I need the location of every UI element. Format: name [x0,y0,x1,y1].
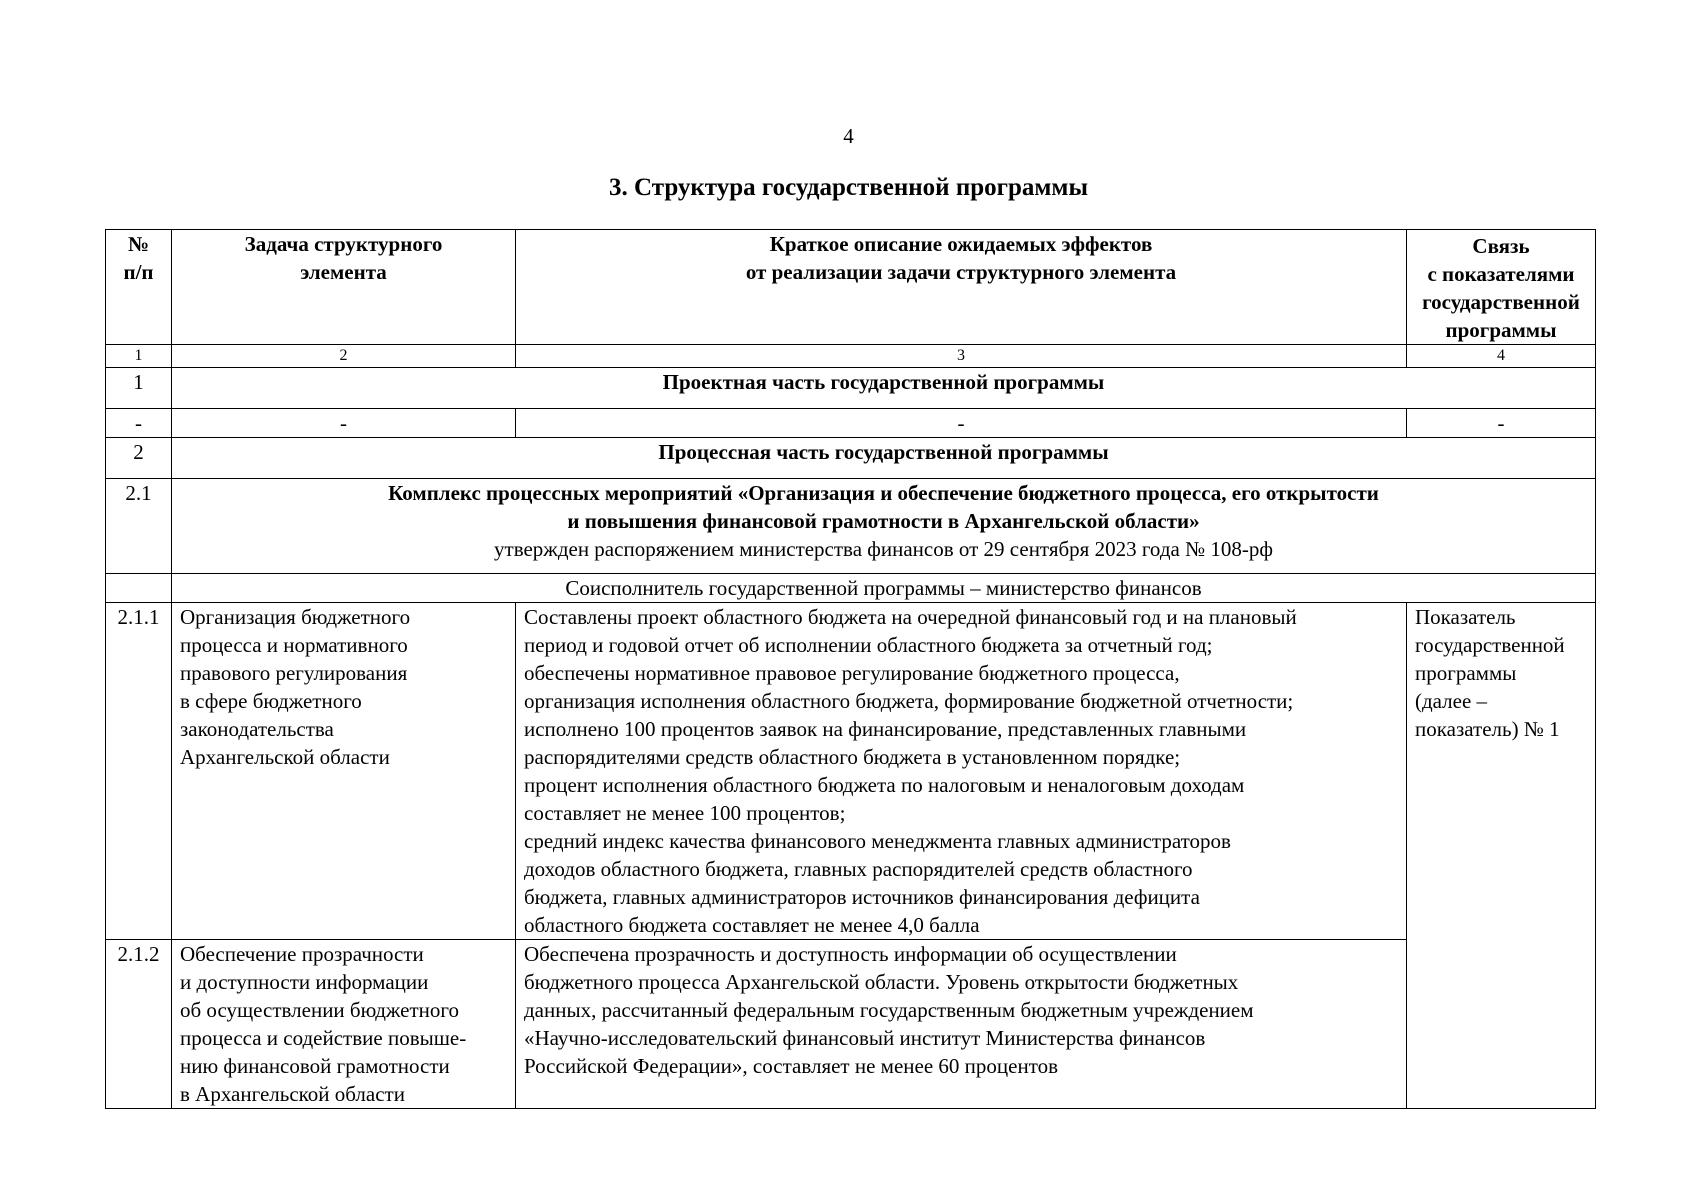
header-row [106,230,1596,345]
table-row-2-1-1 [106,603,1596,940]
section-row-process [106,438,1596,479]
complex-approval: утвержден распоряжением министерства финансов от 29 сентября 2023 года № 108-рф [494,537,1273,561]
item-effects: Обеспечена прозрачность и доступность информации об осуществлении бюджетного процесса Архангельской области. Уровень открытости бюджетных данных, рассчитанный федеральным государственным бюджетным учреждением «Научно-исследовательский финансовый институт Министерства финансов Российской Федерации», составляет не менее 60 процентов [516,940,1407,1109]
table-row-2-1-2 [106,940,1596,1109]
item-effects: Составлены проект областного бюджета на очередной финансовый год и на плановый период и годовой отчет об исполнении областного бюджета за отчетный год; обеспечены нормативное правовое регулирование бюджетного процесса, организация исполнения областного бюджета, формирование бюджетной отчетности; исполнено 100 процентов заявок на финансирование, представленных главными распорядителями средств областного бюджета в установленном порядке; процент исполнения областного бюджета по налоговым и неналоговым доходам составляет не менее 100 процентов; средний индекс качества финансового менеджмента главных администраторов доходов областного бюджета, главных распорядителей средств областного бюджета, главных администраторов источников финансирования дефицита областного бюджета составляет не менее 4,0 балла [516,603,1407,940]
dash-cell: - [172,409,516,438]
dash-cell: - [106,409,172,438]
header-effects: Краткое описание ожидаемых эффектов от реализации задачи структурного элемента [516,230,1407,345]
column-number: 3 [516,345,1407,368]
section-title: Проектная часть государственной программы [172,368,1596,409]
coexecutor-text: Соисполнитель государственной программы – министерство финансов [172,574,1596,603]
header-num: № п/п [106,230,172,345]
complex-title-line: и повышения финансовой грамотности в Архангельской области» [567,509,1200,533]
column-number: 4 [1407,345,1596,368]
header-link: Связь с показателями государственной программы [1407,230,1596,345]
section-number: 2 [106,438,172,479]
column-numbers-row [106,345,1596,368]
item-task: Обеспечение прозрачности и доступности информации об осуществлении бюджетного процесса и содействие повыше- нию финансовой грамотности в Архангельской области [172,940,516,1109]
section-number: 1 [106,368,172,409]
complex-description [172,479,1596,574]
item-task: Организация бюджетного процесса и нормативного правового регулирования в сфере бюджетного законодательства Архангельской области [172,603,516,940]
dash-row [106,409,1596,438]
header-task: Задача структурного элемента [172,230,516,345]
item-number: 2.1.1 [106,603,172,940]
page-number: 4 [843,124,854,148]
section-title: Процессная часть государственной программы [172,438,1596,479]
dash-cell: - [1407,409,1596,438]
item-indicator-link: Показатель государственной программы (далее – показатель) № 1 [1407,603,1596,1109]
complex-number: 2.1 [106,479,172,574]
section-row-project [106,368,1596,409]
column-number: 1 [106,345,172,368]
program-structure-table [105,229,1596,1109]
column-number: 2 [172,345,516,368]
empty-cell [106,574,172,603]
item-number: 2.1.2 [106,940,172,1109]
dash-cell: - [516,409,1407,438]
complex-title-line: Комплекс процессных мероприятий «Организация и обеспечение бюджетного процесса, его открытости [388,481,1379,505]
complex-row [106,479,1596,574]
coexecutor-row [106,574,1596,603]
page-title: 3. Структура государственной программы [609,174,1088,201]
